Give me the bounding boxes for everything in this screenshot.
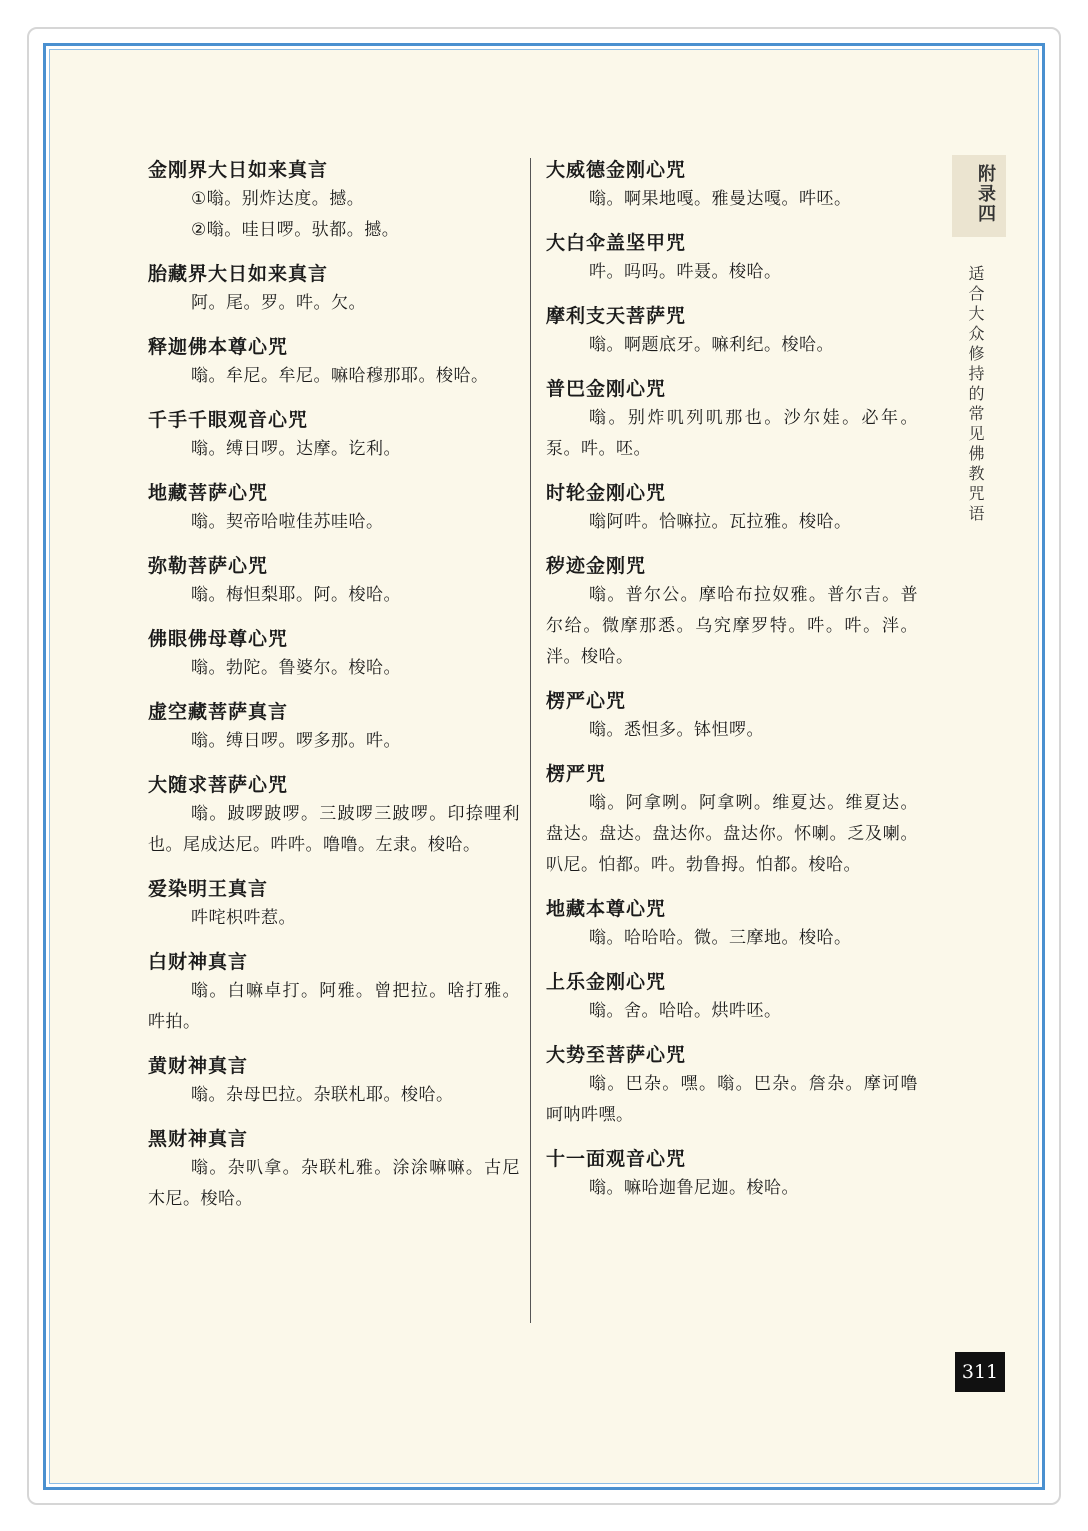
mantra-entry — [148, 479, 520, 538]
mantra-text: 阿。尾。罗。吽。欠。 — [191, 293, 366, 313]
mantra-entry — [148, 260, 520, 319]
mantra-title: 摩利支天菩萨咒 — [546, 305, 687, 327]
mantra-title: 普巴金刚心咒 — [546, 378, 667, 400]
mantra-text: 嗡。杂母巴拉。杂联札耶。梭哈。 — [191, 1085, 454, 1105]
mantra-text: 嗡。啊果地嘎。雅曼达嘎。吽呸。 — [589, 189, 852, 209]
mantra-entry — [148, 1125, 520, 1215]
mantra-title: 虚空藏菩萨真言 — [148, 701, 289, 723]
mantra-entry — [546, 895, 918, 954]
mantra-title: 胎藏界大日如来真言 — [148, 263, 329, 285]
mantra-text: 嗡。白嘛卓打。阿雅。曾把拉。啥打雅。吽拍。 — [148, 981, 520, 1032]
mantra-text: 嗡。梅怛梨耶。阿。梭哈。 — [191, 585, 401, 605]
mantra-text: 嗡。普尔公。摩哈布拉奴雅。普尔吉。普尔给。微摩那悉。乌究摩罗特。吽。吽。泮。泮。梭哈。 — [546, 585, 918, 667]
mantra-text: 嗡。舍。哈哈。烘吽呸。 — [589, 1001, 782, 1021]
mantra-title: 楞严咒 — [546, 763, 607, 785]
mantra-entry — [546, 1145, 918, 1204]
mantra-title: 秽迹金刚咒 — [546, 555, 647, 577]
mantra-text: 嗡。嘛哈迦鲁尼迦。梭哈。 — [589, 1178, 799, 1198]
mantra-title: 大随求菩萨心咒 — [148, 774, 289, 796]
mantra-title: 佛眼佛母尊心咒 — [148, 628, 289, 650]
mantra-title: 地藏菩萨心咒 — [148, 482, 269, 504]
mantra-entry — [546, 156, 918, 215]
mantra-title: 黄财神真言 — [148, 1055, 249, 1077]
mantra-title: 爱染明王真言 — [148, 878, 269, 900]
mantra-text: 嗡。阿拿咧。阿拿咧。维夏达。维夏达。盘达。盘达。盘达你。盘达你。怀喇。乏及喇。叭尼。怕都。吽。勃鲁拇。怕都。梭哈。 — [546, 793, 918, 875]
mantra-title: 大白伞盖坚甲咒 — [546, 232, 687, 254]
column-divider — [530, 158, 531, 1323]
mantra-entry — [546, 552, 918, 673]
mantra-title: 时轮金刚心咒 — [546, 482, 667, 504]
mantra-text: 嗡。悉怛多。钵怛啰。 — [589, 720, 764, 740]
mantra-entry — [148, 1052, 520, 1111]
mantra-title: 释迦佛本尊心咒 — [148, 336, 289, 358]
chapter-caption: 适合大众修持的常见佛教咒语 — [966, 265, 985, 525]
mantra-title: 千手千眼观音心咒 — [148, 409, 309, 431]
mantra-entry — [148, 698, 520, 757]
mantra-text: ②嗡。哇日啰。驮都。撼。 — [191, 220, 400, 240]
mantra-text: 嗡。牟尼。牟尼。嘛哈穆那耶。梭哈。 — [191, 366, 489, 386]
mantra-entry — [148, 156, 520, 246]
mantra-entry — [148, 552, 520, 611]
mantra-title: 大威德金刚心咒 — [546, 159, 687, 181]
mantra-text: 嗡。啊题底牙。嘛利纪。梭哈。 — [589, 335, 834, 355]
mantra-title: 金刚界大日如来真言 — [148, 159, 329, 181]
mantra-entry — [148, 875, 520, 934]
mantra-entry — [148, 406, 520, 465]
mantra-text: 吽。吗吗。吽聂。梭哈。 — [589, 262, 782, 282]
mantra-entry — [546, 375, 918, 465]
mantra-title: 弥勒菩萨心咒 — [148, 555, 269, 577]
mantra-text: 嗡阿吽。恰嘛拉。瓦拉雅。梭哈。 — [589, 512, 852, 532]
mantra-entry — [546, 968, 918, 1027]
mantra-text: 嗡。别炸叽列叽那也。沙尔娃。必年。泵。吽。呸。 — [546, 408, 918, 459]
mantra-title: 大势至菩萨心咒 — [546, 1044, 687, 1066]
mantra-title: 黑财神真言 — [148, 1128, 249, 1150]
appendix-tab-label: 附录四 — [975, 164, 996, 224]
mantra-text: 嗡。跛啰跛啰。三跛啰三跛啰。印捺哩利也。尾成达尼。吽吽。噜噜。左隶。梭哈。 — [148, 804, 520, 855]
mantra-entry — [148, 625, 520, 684]
mantra-text: 吽咤枳吽惹。 — [191, 908, 296, 928]
mantra-title: 楞严心咒 — [546, 690, 627, 712]
mantra-entry — [148, 333, 520, 392]
mantra-text: 嗡。哈哈哈。微。三摩地。梭哈。 — [589, 928, 852, 948]
mantra-entry — [546, 229, 918, 288]
mantra-text: 嗡。勃陀。鲁婆尔。梭哈。 — [191, 658, 401, 678]
mantra-entry — [148, 948, 520, 1038]
mantra-entry — [148, 771, 520, 861]
mantra-entry — [546, 302, 918, 361]
mantra-entry — [546, 760, 918, 881]
mantra-text: 嗡。契帝哈啦佳苏哇哈。 — [191, 512, 384, 532]
left-column — [148, 150, 520, 1229]
mantra-title: 地藏本尊心咒 — [546, 898, 667, 920]
mantra-text: 嗡。杂叭拿。杂联札雅。涂涂嘛嘛。古尼木尼。梭哈。 — [148, 1158, 520, 1209]
mantra-entry — [546, 687, 918, 746]
mantra-entry — [546, 479, 918, 538]
mantra-title: 白财神真言 — [148, 951, 249, 973]
mantra-title: 十一面观音心咒 — [546, 1148, 687, 1170]
mantra-text: ①嗡。别炸达度。撼。 — [191, 189, 365, 209]
mantra-text: 嗡。缚日啰。达摩。讫利。 — [191, 439, 401, 459]
mantra-title: 上乐金刚心咒 — [546, 971, 667, 993]
mantra-text: 嗡。巴杂。嘿。嗡。巴杂。詹杂。摩诃噜呵呐吽嘿。 — [546, 1074, 918, 1125]
right-column — [546, 150, 918, 1218]
mantra-text: 嗡。缚日啰。啰多那。吽。 — [191, 731, 401, 751]
page-number: 311 — [955, 1352, 1005, 1392]
mantra-entry — [546, 1041, 918, 1131]
